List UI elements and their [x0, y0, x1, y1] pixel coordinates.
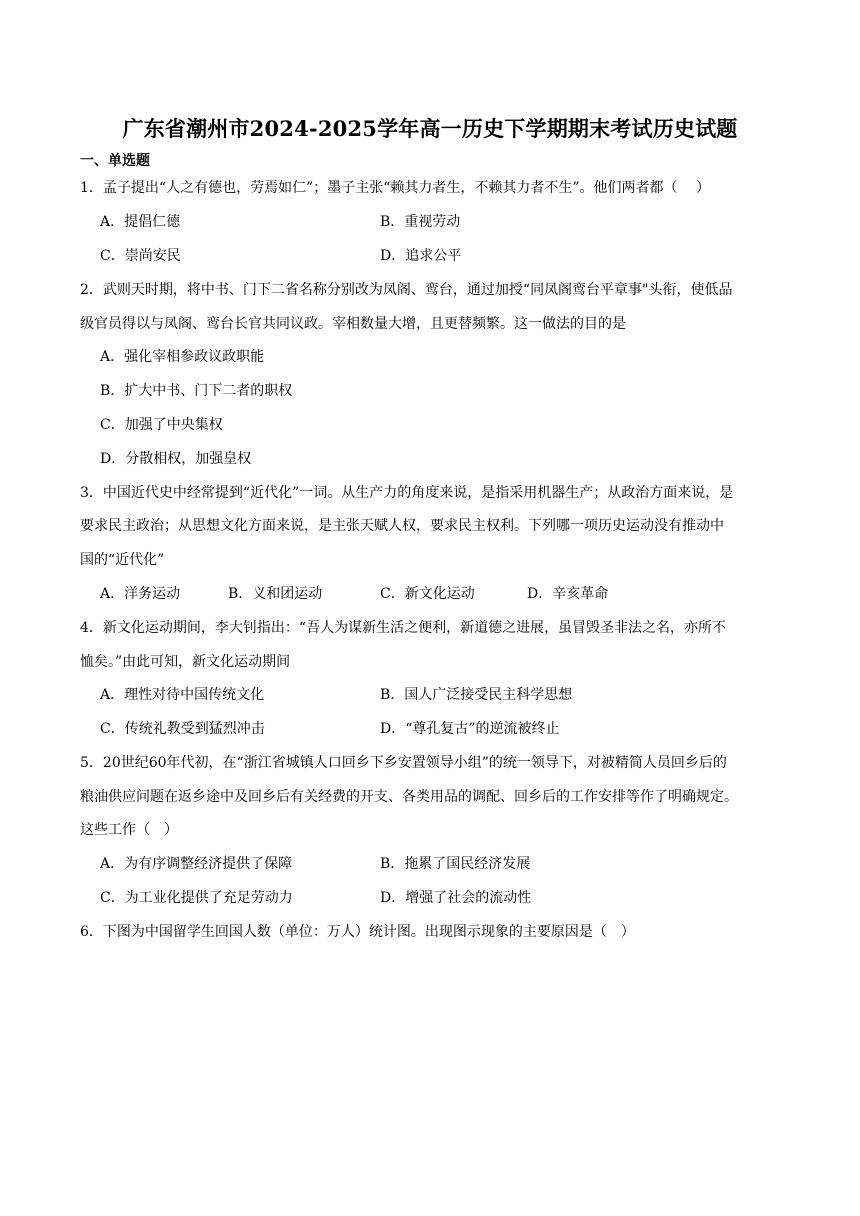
question-5-option-d[interactable]: D．增强了社会的流动性 [380, 890, 532, 906]
question-2-option-b[interactable]: B．扩大中书、门下二者的职权 [100, 383, 293, 399]
question-2-option-a[interactable]: A．强化宰相参政议政职能 [100, 349, 265, 365]
question-1-option-a[interactable]: A．提倡仁德 [100, 214, 181, 230]
question-5-option-a[interactable]: A．为有序调整经济提供了保障 [100, 856, 293, 872]
question-3-text-line-2: 要求民主政治；从思想文化方面来说，是主张天赋人权，要求民主权利。下列哪一项历史运动没有推动中 [80, 518, 724, 534]
question-4-option-c[interactable]: C．传统礼教受到猛烈冲击 [100, 721, 265, 737]
question-2-text-line-1: 2．武则天时期，将中书、门下二省名称分别改为凤阁、鸾台，通过加授“同凤阁鸾台平章事"头衔，使低品 [80, 282, 733, 298]
question-3-text-line-3: 国的“近代化” [80, 552, 165, 568]
question-5-option-b[interactable]: B．拖累了国民经济发展 [380, 856, 531, 872]
question-1-option-c[interactable]: C．崇尚安民 [100, 248, 181, 264]
question-5-text-line-2: 粮油供应问题在返乡途中及回乡后有关经费的开支、各类用品的调配、回乡后的工作安排等作了明确规定。 [80, 789, 738, 805]
section-heading: 一、单选题 [80, 153, 150, 169]
question-5-text-line-3: 这些工作（ ） [80, 822, 178, 838]
question-2-text-line-2: 级官员得以与凤阁、鸾台长官共同议政。宰相数量大增，且更替频繁。这一做法的目的是 [80, 316, 626, 332]
question-4-option-d[interactable]: D．“尊孔复古”的逆流被终止 [380, 721, 560, 737]
question-6-text: 6．下图为中国留学生回国人数（单位：万人）统计图。出现图示现象的主要原因是（ ） [80, 924, 635, 940]
question-2-option-d[interactable]: D．分散相权，加强皇权 [100, 451, 252, 467]
question-2-option-c[interactable]: C．加强了中央集权 [100, 417, 223, 433]
question-3-option-b[interactable]: B．义和团运动 [228, 586, 323, 602]
page-title: 广东省潮州市2024-2025学年高一历史下学期期末考试历史试题 [122, 116, 738, 141]
question-4-option-a[interactable]: A．理性对待中国传统文化 [100, 687, 265, 703]
question-1-text: 1．孟子提出“人之有德也，劳焉如仁”；墨子主张“赖其力者生，不赖其力者不生”。他们两者都（ ） [80, 180, 710, 196]
question-1-option-d[interactable]: D．追求公平 [380, 248, 462, 264]
question-4-text-line-1: 4．新文化运动期间，李大钊指出：“吾人为谋新生活之便利，新道德之进展，虽冒毁圣非法之名，亦所不 [80, 620, 727, 636]
question-3-option-d[interactable]: D．辛亥革命 [527, 586, 609, 602]
question-5-option-c[interactable]: C．为工业化提供了充足劳动力 [100, 890, 293, 906]
question-1-option-b[interactable]: B．重视劳动 [380, 214, 461, 230]
question-3-option-c[interactable]: C．新文化运动 [380, 586, 475, 602]
question-3-option-a[interactable]: A．洋务运动 [100, 586, 181, 602]
question-4-option-b[interactable]: B．国人广泛接受民主科学思想 [380, 687, 573, 703]
question-3-text-line-1: 3．中国近代史中经常提到“近代化”一词。从生产力的角度来说，是指采用机器生产；从政治方面来说，是 [80, 485, 734, 501]
question-5-text-line-1: 5．20世纪60年代初，在“浙江省城镇人口回乡下乡安置领导小组”的统一领导下，对被精简人员回乡后的 [80, 755, 727, 771]
question-4-text-line-2: 恤矣。”由此可知，新文化运动期间 [80, 654, 291, 670]
